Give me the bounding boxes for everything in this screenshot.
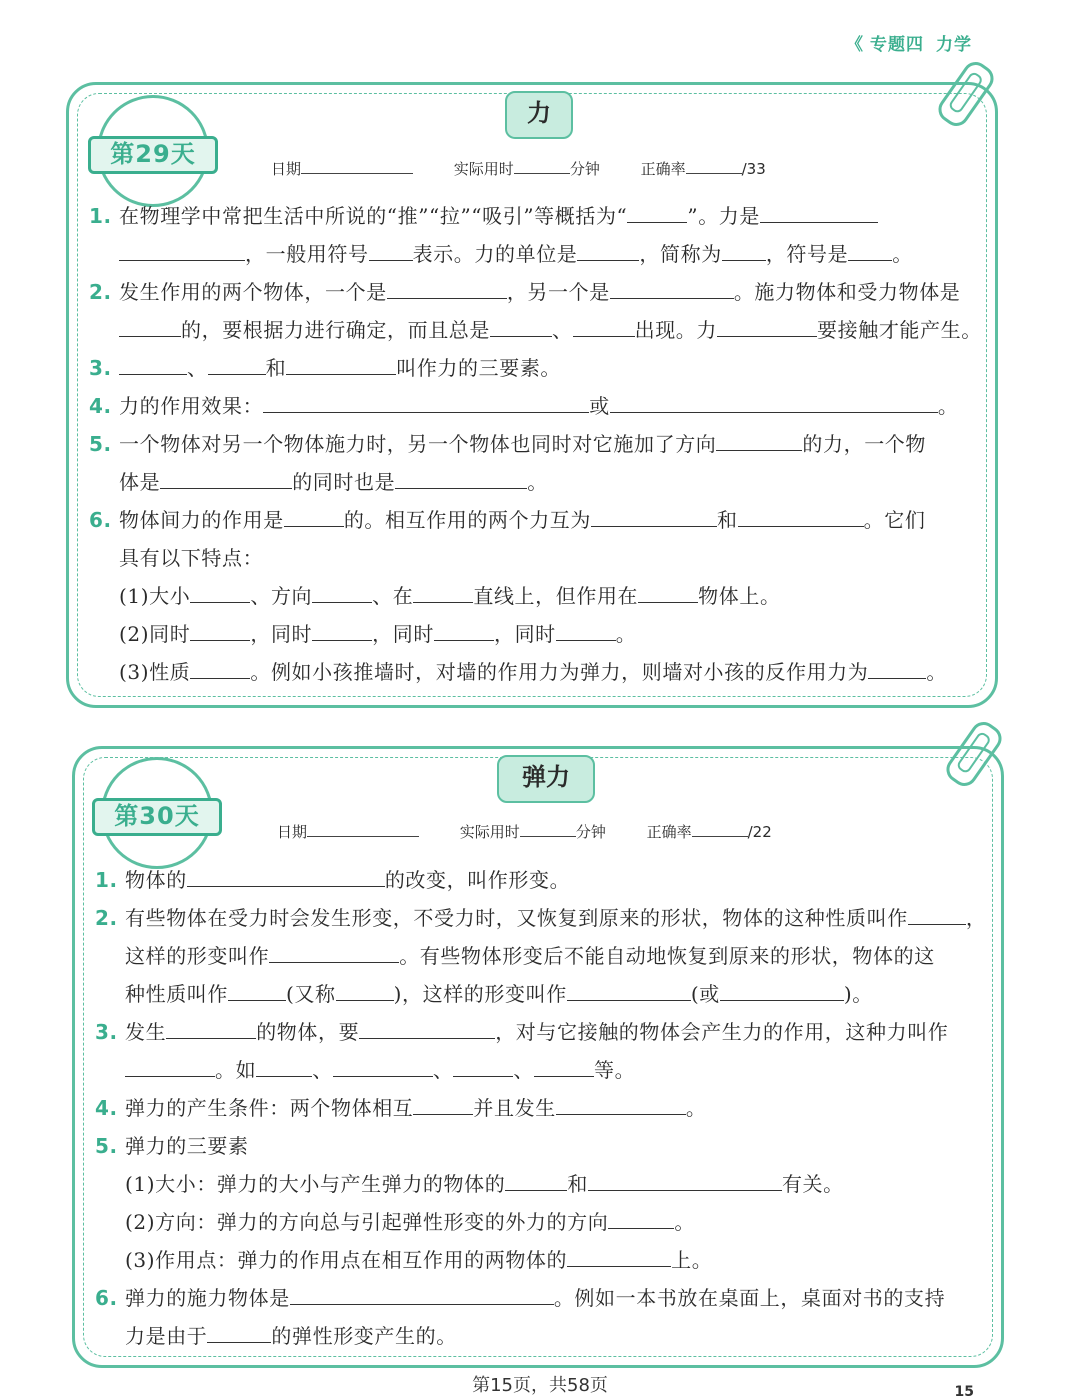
question-6-part2 (89, 615, 636, 653)
question-text: ，同时 (493, 622, 556, 646)
answer-blank[interactable] (290, 1282, 554, 1305)
question-6 (95, 1279, 945, 1317)
day29-card (66, 82, 998, 708)
question-text: 和 (265, 356, 287, 380)
answer-blank[interactable] (190, 656, 250, 679)
answer-blank[interactable] (608, 1206, 674, 1229)
question-text: (1)大小 (119, 584, 191, 608)
question-text: (3)性质 (119, 660, 191, 684)
answer-blank[interactable] (588, 1168, 782, 1191)
question-text: ，符号是 (765, 242, 849, 266)
question-text: 。有些物体形变后不能自动地恢复到原来的形状，物体的这 (399, 944, 935, 968)
question-5-part2 (95, 1203, 695, 1241)
question-text: 、 (312, 1058, 333, 1082)
time-label: 实际用时 (453, 160, 514, 178)
question-text: 、 (552, 318, 573, 342)
question-number: 3. (95, 1020, 118, 1044)
answer-blank[interactable] (263, 390, 589, 413)
answer-blank[interactable] (716, 428, 802, 451)
question-text: 、 (513, 1058, 535, 1082)
day-badge (101, 757, 213, 869)
date-blank[interactable] (301, 159, 413, 174)
question-text: 。它们 (863, 508, 926, 532)
chapter-label: 专题四 (870, 35, 924, 55)
answer-blank[interactable] (453, 1054, 513, 1077)
answer-blank[interactable] (610, 276, 734, 299)
answer-blank[interactable] (848, 238, 892, 261)
answer-blank[interactable] (413, 1092, 473, 1115)
question-2-cont2 (95, 975, 873, 1013)
answer-blank[interactable] (577, 238, 639, 261)
question-text: ，一般用符号 (245, 242, 369, 266)
question-text: 直线上，但作用在 (473, 584, 639, 608)
question-2-cont (89, 311, 982, 349)
time-blank[interactable] (520, 822, 576, 837)
accuracy-blank[interactable] (686, 159, 742, 174)
question-text: (3)作用点：弹力的作用点在相互作用的两物体的 (125, 1248, 568, 1272)
question-1 (89, 197, 878, 235)
day-badge-label: 第29天 (88, 136, 218, 174)
topic-title: 力 (505, 91, 573, 139)
question-text: 要接触才能产生。 (817, 318, 982, 342)
question-text: 物体间力的作用是 (119, 508, 284, 532)
answer-blank[interactable] (490, 314, 552, 337)
date-label: 日期 (277, 823, 308, 841)
answer-blank[interactable] (160, 466, 292, 489)
answer-blank[interactable] (125, 1054, 215, 1077)
question-text: ，同时 (250, 622, 313, 646)
day-badge (97, 95, 209, 207)
question-text: 力的作用效果： (119, 394, 264, 418)
answer-blank[interactable] (166, 1016, 256, 1039)
answer-blank[interactable] (868, 656, 926, 679)
question-6 (89, 501, 925, 539)
question-text: 等。 (594, 1058, 636, 1082)
page-number: 15 (954, 1384, 974, 1400)
question-number: 6. (95, 1286, 118, 1310)
time-unit: 分钟 (569, 160, 600, 178)
question-text: 、 (432, 1058, 454, 1082)
question-text: (2)同时 (119, 622, 191, 646)
question-text: 具有以下特点： (119, 546, 264, 570)
question-text: )。 (843, 982, 873, 1006)
question-text: ，另一个是 (506, 280, 610, 304)
question-5 (89, 425, 926, 463)
question-text: 或 (589, 394, 610, 418)
answer-blank[interactable] (190, 618, 250, 641)
question-text: 。如 (215, 1058, 257, 1082)
subject-label: 力学 (936, 35, 972, 55)
question-number: 2. (89, 280, 112, 304)
question-text: 。 (615, 622, 637, 646)
answer-blank[interactable] (760, 200, 878, 223)
question-text: (1)大小：弹力的大小与产生弹力的物体的 (125, 1172, 506, 1196)
question-text: 弹力的三要素 (125, 1134, 249, 1158)
question-text: 发生 (125, 1020, 167, 1044)
question-number: 3. (89, 356, 112, 380)
question-text: 的改变，叫作形变。 (384, 868, 571, 892)
answer-blank[interactable] (336, 978, 394, 1001)
question-text: 这样的形变叫作 (125, 944, 270, 968)
question-text: 发生作用的两个物体，一个是 (119, 280, 387, 304)
answer-blank[interactable] (556, 1092, 686, 1115)
day-badge-label: 第30天 (92, 798, 222, 836)
time-label: 实际用时 (459, 823, 520, 841)
question-text: 和 (717, 508, 738, 532)
answer-blank[interactable] (413, 580, 473, 603)
question-text: 。 (685, 1096, 707, 1120)
meta-row (277, 821, 772, 842)
question-text: ， (965, 906, 987, 930)
chevron-left-icon: 《 (846, 35, 864, 55)
answer-blank[interactable] (567, 978, 691, 1001)
answer-blank[interactable] (284, 504, 344, 527)
question-5-part3 (95, 1241, 712, 1279)
question-text: 。施力物体和受力物体是 (733, 280, 961, 304)
question-text: 的弹性形变产生的。 (271, 1324, 457, 1348)
answer-blank[interactable] (610, 390, 938, 413)
question-4 (89, 387, 958, 425)
question-number: 1. (89, 204, 112, 228)
answer-blank[interactable] (573, 314, 635, 337)
question-text: 。 (674, 1210, 695, 1234)
question-6-cont (95, 1317, 457, 1355)
answer-blank[interactable] (908, 902, 966, 925)
answer-blank[interactable] (369, 238, 413, 261)
question-number: 1. (95, 868, 118, 892)
question-text: (2)方向：弹力的方向总与引起弹性形变的外力的方向 (125, 1210, 609, 1234)
question-text: ，简称为 (639, 242, 722, 266)
question-5-part1 (95, 1165, 844, 1203)
accuracy-total: /22 (747, 823, 772, 841)
question-text: 有关。 (781, 1172, 844, 1196)
question-text: 的物体，要 (256, 1020, 360, 1044)
question-text: 种性质叫作 (125, 982, 228, 1006)
question-4 (95, 1089, 706, 1127)
time-blank[interactable] (514, 159, 570, 174)
question-text: 。例如一本书放在桌面上，桌面对书的支持 (553, 1286, 946, 1310)
question-text: (或 (690, 982, 720, 1006)
answer-blank[interactable] (312, 580, 372, 603)
question-6-cont (89, 539, 263, 577)
date-blank[interactable] (307, 822, 419, 837)
question-2 (95, 899, 986, 937)
question-6-part1 (89, 577, 781, 615)
answer-blank[interactable] (119, 314, 181, 337)
question-text: ，对与它接触的物体会产生力的作用，这种力叫作 (495, 1020, 949, 1044)
question-number: 4. (89, 394, 112, 418)
question-text: )，这样的形变叫作 (393, 982, 567, 1006)
topic-title: 弹力 (497, 755, 595, 803)
question-3 (89, 349, 561, 387)
question-text: 有些物体在受力时会发生形变，不受力时，又恢复到原来的形状，物体的这种性质叫作 (125, 906, 908, 930)
question-text: 。 (937, 394, 959, 418)
answer-blank[interactable] (556, 618, 616, 641)
question-text: 并且发生 (473, 1096, 556, 1120)
question-text: 弹力的产生条件：两个物体相互 (125, 1096, 414, 1120)
question-text: ”。力是 (687, 204, 760, 228)
question-number: 6. (89, 508, 112, 532)
answer-blank[interactable] (208, 352, 266, 375)
answer-blank[interactable] (505, 1168, 567, 1191)
accuracy-total: /33 (741, 160, 766, 178)
question-text: 物体的 (125, 868, 187, 892)
meta-row (271, 158, 766, 179)
accuracy-blank[interactable] (692, 822, 748, 837)
question-number: 4. (95, 1096, 118, 1120)
answer-blank[interactable] (434, 618, 494, 641)
answer-blank[interactable] (187, 864, 385, 887)
answer-blank[interactable] (627, 200, 687, 223)
question-text: 在物理学中常把生活中所说的“推”“拉”“吸引”等概括为“ (119, 204, 628, 228)
answer-blank[interactable] (228, 978, 286, 1001)
answer-blank[interactable] (591, 504, 717, 527)
question-text: 。例如小孩推墙时，对墙的作用力为弹力，则墙对小孩的反作用力为 (250, 660, 869, 684)
question-text: 。 (926, 660, 947, 684)
answer-blank[interactable] (720, 978, 844, 1001)
answer-blank[interactable] (567, 1244, 671, 1267)
question-2 (89, 273, 960, 311)
question-text: 出现。力 (634, 318, 718, 342)
question-text: 弹力的施力物体是 (125, 1286, 290, 1310)
day30-card (72, 746, 1004, 1368)
question-text: 的力，一个物 (802, 432, 927, 456)
question-5 (95, 1127, 249, 1165)
chapter-header (846, 30, 972, 55)
question-text: 。 (527, 470, 548, 494)
answer-blank[interactable] (119, 238, 245, 261)
answer-blank[interactable] (256, 1054, 312, 1077)
answer-blank[interactable] (207, 1320, 271, 1343)
question-text: 体是 (119, 470, 161, 494)
answer-blank[interactable] (638, 580, 698, 603)
answer-blank[interactable] (395, 466, 527, 489)
question-1-cont (89, 235, 913, 273)
answer-blank[interactable] (312, 618, 372, 641)
question-text: 的同时也是 (292, 470, 396, 494)
question-3 (95, 1013, 948, 1051)
question-text: 。 (892, 242, 913, 266)
question-6-part3 (89, 653, 947, 691)
accuracy-label: 正确率 (646, 823, 692, 841)
answer-blank[interactable] (359, 1016, 495, 1039)
time-unit: 分钟 (575, 823, 606, 841)
question-2-cont (95, 937, 935, 975)
question-text: 的。相互作用的两个力互为 (343, 508, 592, 532)
question-number: 2. (95, 906, 118, 930)
answer-blank[interactable] (722, 238, 766, 261)
answer-blank[interactable] (119, 352, 187, 375)
question-text: 物体上。 (698, 584, 781, 608)
answer-blank[interactable] (269, 940, 399, 963)
question-text: 的，要根据力进行确定，而且总是 (181, 318, 490, 342)
page-footer: 第15页，共58页 (472, 1375, 608, 1396)
question-text: 、方向 (250, 584, 313, 608)
answer-blank[interactable] (190, 580, 250, 603)
question-text: 上。 (671, 1248, 713, 1272)
answer-blank[interactable] (387, 276, 507, 299)
question-text: 、 (187, 356, 208, 380)
question-1 (95, 861, 570, 899)
answer-blank[interactable] (333, 1054, 433, 1077)
question-text: 表示。力的单位是 (412, 242, 578, 266)
question-text: 、在 (372, 584, 414, 608)
question-text: 和 (567, 1172, 588, 1196)
question-text: 叫作力的三要素。 (396, 356, 562, 380)
answer-blank[interactable] (738, 504, 864, 527)
date-label: 日期 (271, 160, 302, 178)
question-number: 5. (95, 1134, 118, 1158)
question-3-cont (95, 1051, 635, 1089)
question-text: 力是由于 (125, 1324, 208, 1348)
answer-blank[interactable] (717, 314, 817, 337)
question-text: 一个物体对另一个物体施力时，另一个物体也同时对它施加了方向 (119, 432, 717, 456)
question-number: 5. (89, 432, 112, 456)
answer-blank[interactable] (286, 352, 396, 375)
question-5-cont (89, 463, 548, 501)
answer-blank[interactable] (534, 1054, 594, 1077)
question-text: (又称 (286, 982, 336, 1006)
question-text: ，同时 (372, 622, 434, 646)
accuracy-label: 正确率 (640, 160, 686, 178)
